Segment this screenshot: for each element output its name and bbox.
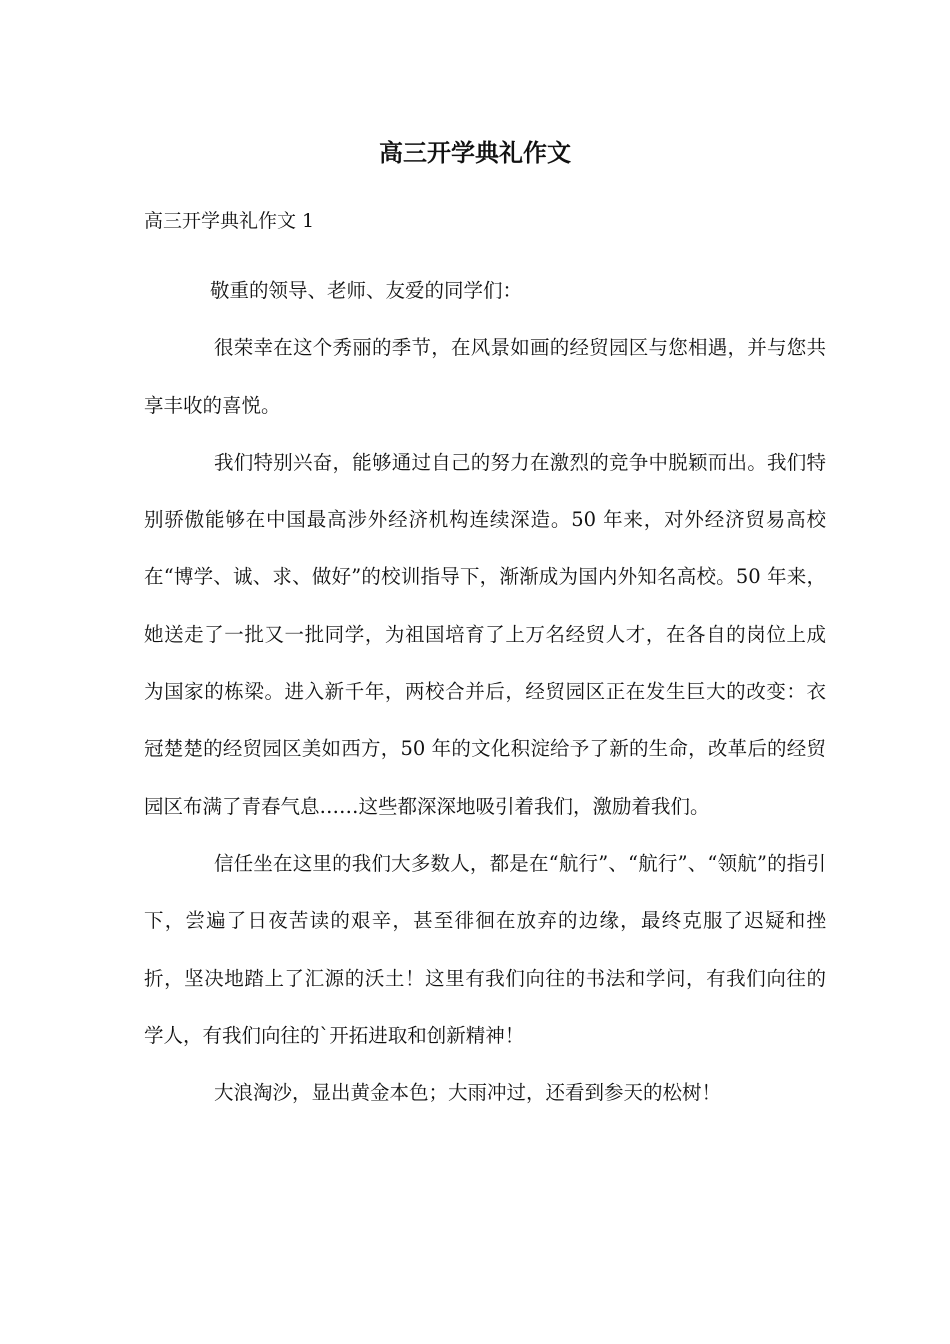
body-paragraph: 信任坐在这里的我们大多数人，都是在“航行”、“航行”、“领航”的指引下，尝遍了日夜苦读的艰辛，甚至徘徊在放弃的边缘，最终克服了迟疑和挫折，坚决地踏上了汇源的沃土！这里有我们向往的书法和学问，有我们向往的学人，有我们向往的`开拓进取和创新精神！ [144, 851, 826, 1047]
body-paragraph: 大浪淘沙，显出黄金本色；大雨冲过，还看到参天的松树！ [214, 1081, 722, 1105]
body-paragraph: 很荣幸在这个秀丽的季节，在风景如画的经贸园区与您相遇，并与您共享丰收的喜悦。 [144, 336, 826, 417]
body-paragraph: 我们特别兴奋，能够通过自己的努力在激烈的竞争中脱颖而出。我们特别骄傲能够在中国最高涉外经济机构连续深造。50 年来，对外经济贸易高校在“博学、诚、求、做好”的校训指导下，渐渐成为国内外知名高校。50 年来，她送走了一批又一批同学，为祖国培育了上万名经贸人才，在各自的岗位上成为国家的栋梁。进入新千年，两校合并后，经贸园区正在发生巨大的改变：衣冠楚楚的经贸园区美如西方，50 年的文化积淀给予了新的生命，改革后的经贸园区布满了青春气息……这些都深深地吸引着我们，激励着我们。 [144, 450, 826, 818]
section-heading: 高三开学典礼作文 1 [144, 210, 315, 232]
document-body [144, 262, 826, 1121]
document-title: 高三开学典礼作文 [379, 138, 571, 167]
salutation-paragraph: 敬重的领导、老师、友爱的同学们： [210, 279, 523, 302]
